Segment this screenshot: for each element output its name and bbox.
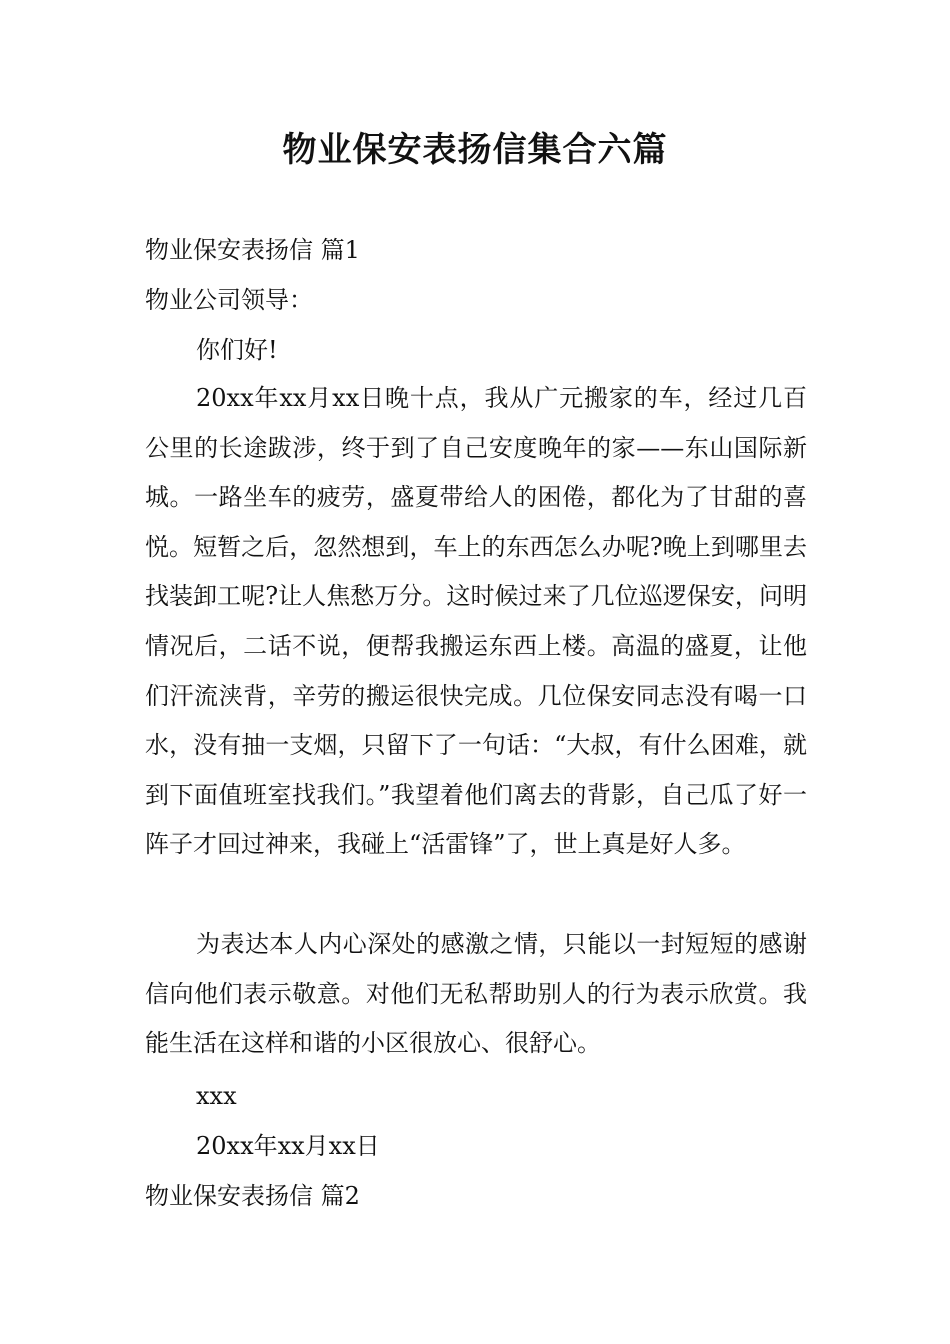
- page-title: 物业保安表扬信集合六篇: [282, 130, 668, 170]
- greeting: 你们好!: [196, 336, 278, 364]
- letter-date: 20xx年xx月xx日: [196, 1132, 380, 1160]
- paragraph-1: 20xx年xx月xx日晚十点，我从广元搬家的车，经过几百公里的长途跋涉，终于到了自己安度晚年的家——东山国际新城。一路坐车的疲劳，盛夏带给人的困倦，都化为了甘甜的喜悦。短暂之后，忽然想到，车上的东西怎么办呢?晚上到哪里去找装卸工呢?让人焦愁万分。这时候过来了几位巡逻保安，问明情况后，二话不说，便帮我搬运东西上楼。高温的盛夏，让他们汗流浃背，辛劳的搬运很快完成。几位保安同志没有喝一口水，没有抽一支烟，只留下了一句话：“大叔，有什么困难，就到下面值班室找我们。”我望着他们离去的背影，自己瓜了好一阵子才回过神来，我碰上“活雷锋”了，世上真是好人多。: [145, 384, 807, 859]
- paragraph-2: 为表达本人内心深处的感激之情，只能以一封短短的感谢信向他们表示敬意。对他们无私帮助别人的行为表示欣赏。我能生活在这样和谐的小区很放心、很舒心。: [145, 930, 807, 1058]
- signature: xxx: [196, 1082, 237, 1110]
- section-heading-2: 物业保安表扬信 篇2: [145, 1182, 360, 1210]
- section-heading-1: 物业保安表扬信 篇1: [145, 236, 360, 264]
- salutation: 物业公司领导：: [145, 286, 313, 314]
